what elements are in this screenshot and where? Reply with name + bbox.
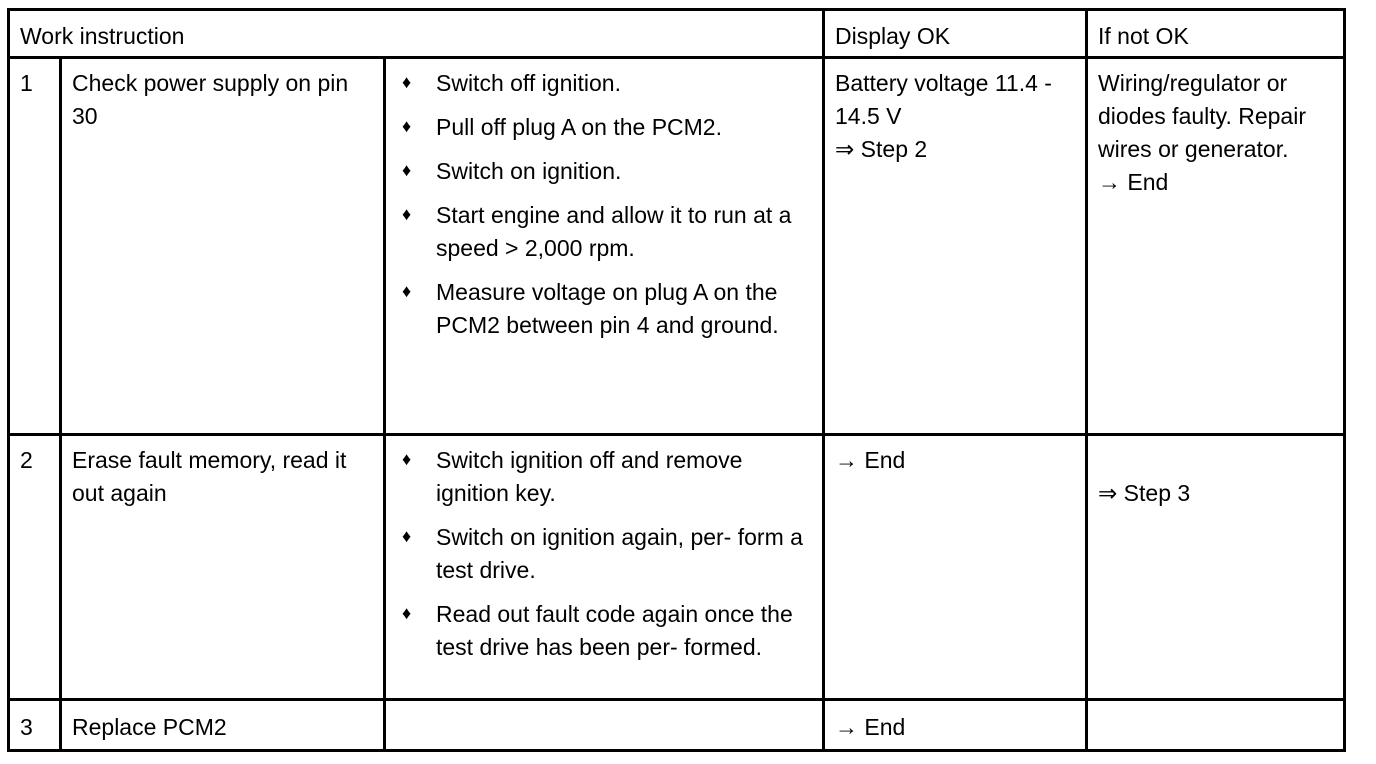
- if-not-ok-cell: [1087, 435, 1345, 700]
- display-ok-cell: → End: [824, 435, 1087, 700]
- if-not-ok-cell: [1087, 58, 1345, 435]
- list-item: [396, 199, 812, 265]
- header-row: [9, 10, 1345, 58]
- list-item: [396, 155, 812, 188]
- instruction-text: Pull off plug A on the PCM2.: [436, 114, 722, 140]
- header-work-instruction: Work instruction: [9, 10, 824, 58]
- list-item: [396, 444, 812, 510]
- diamond-bullet-icon: ♦: [402, 160, 412, 180]
- diamond-bullet-icon: ♦: [402, 281, 412, 301]
- diamond-bullet-icon: ♦: [402, 204, 412, 224]
- instruction-text: Switch ignition off and remove ignition key.: [436, 447, 743, 506]
- step-number: 1: [9, 58, 61, 435]
- display-ok-next: ⇒ Step 2: [835, 136, 928, 162]
- instruction-text: Switch on ignition again, per- form a test drive.: [436, 524, 803, 583]
- step-number: 3: [9, 700, 61, 751]
- instruction-text: Start engine and allow it to run at a speed > 2,000 rpm.: [436, 202, 792, 261]
- list-item: [396, 276, 812, 342]
- display-ok-cell: [824, 58, 1087, 435]
- instruction-text: Switch off ignition.: [436, 70, 621, 96]
- step-instructions: [385, 700, 824, 751]
- if-not-ok-next: ⇒ Step 3: [1098, 480, 1191, 506]
- display-ok-cell: → End: [824, 700, 1087, 751]
- table-row: [9, 435, 1345, 700]
- list-item: [396, 521, 812, 587]
- if-not-ok-text: Wiring/regulator or diodes faulty. Repair wires or generator.: [1098, 70, 1306, 162]
- list-item: [396, 67, 812, 100]
- diamond-bullet-icon: ♦: [402, 72, 412, 92]
- diamond-bullet-icon: ♦: [402, 526, 412, 546]
- step-number: 2: [9, 435, 61, 700]
- instruction-text: Read out fault code again once the test drive has been per- formed.: [436, 601, 793, 660]
- list-item: [396, 111, 812, 144]
- step-title: Replace PCM2: [61, 700, 385, 751]
- header-if-not-ok: If not OK: [1087, 10, 1345, 58]
- cell-spacer: [1098, 444, 1333, 477]
- if-not-ok-next: → End: [1098, 169, 1169, 195]
- header-display-ok: Display OK: [824, 10, 1087, 58]
- table-row: [9, 700, 1345, 751]
- diamond-bullet-icon: ♦: [402, 449, 412, 469]
- diamond-bullet-icon: ♦: [402, 116, 412, 136]
- step-title: Erase fault memory, read it out again: [61, 435, 385, 700]
- diamond-bullet-icon: ♦: [402, 603, 412, 623]
- table-row: [9, 58, 1345, 435]
- step-instructions: [385, 58, 824, 435]
- list-item: [396, 598, 812, 664]
- step-title: Check power supply on pin 30: [61, 58, 385, 435]
- display-ok-text: Battery voltage 11.4 - 14.5 V: [835, 70, 1052, 129]
- if-not-ok-cell: [1087, 700, 1345, 751]
- instruction-text: Switch on ignition.: [436, 158, 622, 184]
- step-instructions: [385, 435, 824, 700]
- instruction-text: Measure voltage on plug A on the PCM2 between pin 4 and ground.: [436, 279, 779, 338]
- work-instruction-table: [7, 8, 1346, 752]
